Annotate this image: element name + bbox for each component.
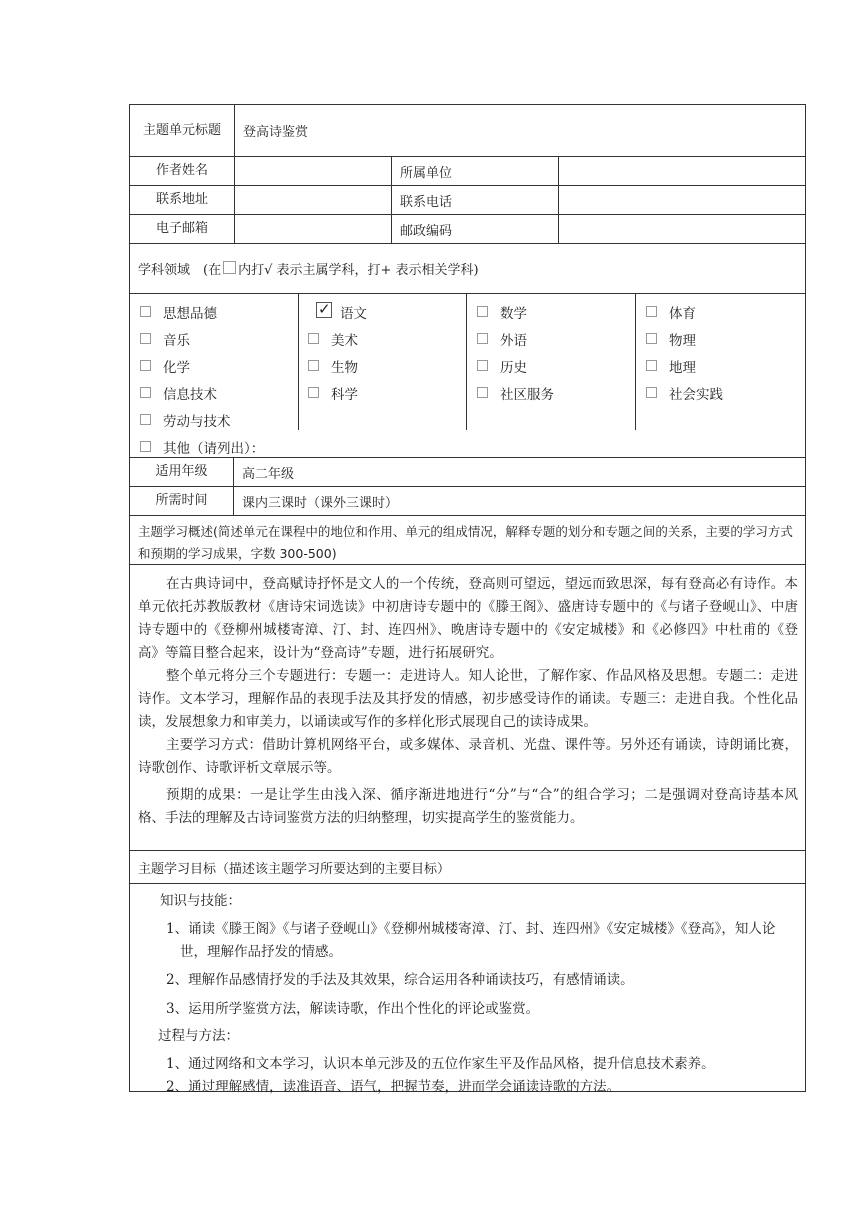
process-item: 2、通过理解感情，读准语音、语气，把握节奏，进而学会诵读诗歌的方法。 xyxy=(166,1079,621,1095)
grade-row xyxy=(130,457,805,486)
subject-item[interactable] xyxy=(477,329,527,349)
checkbox-icon[interactable] xyxy=(140,387,151,398)
subject-label: 生物 xyxy=(331,360,358,376)
goals-header-row xyxy=(130,850,805,883)
goals-body xyxy=(130,884,805,1099)
subject-item[interactable] xyxy=(140,356,190,376)
form-table xyxy=(129,104,806,1095)
column-divider xyxy=(635,294,636,430)
title-value: 登高诗鉴赏 xyxy=(234,105,805,156)
subject-label: 社区服务 xyxy=(500,387,554,403)
phone-value xyxy=(558,186,805,214)
subject-label: 数学 xyxy=(500,306,527,322)
subject-header-text-a: 学科领域 (在 xyxy=(138,263,222,278)
subject-label: 语文 xyxy=(340,306,367,322)
column-divider xyxy=(298,294,299,430)
checkbox-icon xyxy=(223,261,236,274)
unit-value xyxy=(558,157,805,185)
overview-paragraph: 整个单元将分三个专题进行：专题一：走进诗人。知人论世，了解作家、作品风格及思想。专题二：走进诗作。文本学习，理解作品的表现手法及其抒发的情感，初步感受诗作的诵读。专题三：走进自我。个性化品读，发展想象力和审美力，以诵读或写作的多样化形式展现自己的读诗成果。 xyxy=(138,668,798,730)
address-row xyxy=(130,185,805,214)
author-row xyxy=(130,156,805,185)
subject-label: 信息技术 xyxy=(163,387,217,403)
subject-item[interactable] xyxy=(477,302,527,322)
overview-paragraph: 在古典诗词中，登高赋诗抒怀是文人的一个传统，登高则可望远，望远而致思深，每有登高必有诗作。本单元依托苏教版教材《唐诗宋词选读》中初唐诗专题中的《滕王阁》、盛唐诗专题中的《与诸子登岘山》、中唐诗专题中的《登柳州城楼寄漳、汀、封、连四州》、晚唐诗专题中的《安定城楼》和《必修四》中杜甫的《登高》等篇目整合起来，设计为“登高诗”专题，进行拓展研究。 xyxy=(138,576,798,661)
grade-label: 适用年级 xyxy=(155,464,208,479)
subject-label: 思想品德 xyxy=(163,306,217,322)
subject-label: 历史 xyxy=(500,360,527,376)
subject-header xyxy=(130,244,805,293)
subject-item[interactable] xyxy=(308,329,358,349)
subject-label: 劳动与技术 xyxy=(163,414,231,430)
subject-item[interactable] xyxy=(140,383,217,403)
email-label: 电子邮箱 xyxy=(155,221,208,236)
checkbox-icon[interactable] xyxy=(646,306,657,317)
subject-label: 科学 xyxy=(331,387,358,403)
subject-item[interactable] xyxy=(140,410,231,430)
subject-header-row xyxy=(130,243,805,293)
checkbox-icon[interactable] xyxy=(477,360,488,371)
time-value: 课内三课时（课外三课时） xyxy=(233,487,805,515)
email-value xyxy=(234,215,391,243)
postcode-label: 邮政编码 xyxy=(391,215,558,243)
subject-item[interactable] xyxy=(646,329,696,349)
time-label: 所需时间 xyxy=(155,493,208,508)
checkbox-icon[interactable] xyxy=(477,387,488,398)
checkbox-icon[interactable] xyxy=(477,306,488,317)
subject-item[interactable] xyxy=(646,383,723,403)
subject-label: 美术 xyxy=(331,333,358,349)
checkmark-icon[interactable] xyxy=(316,302,332,318)
checkbox-icon[interactable] xyxy=(477,333,488,344)
knowledge-item: 1、诵读《滕王阁》《与诸子登岘山》《登柳州城楼寄漳、汀、封、连四州》《安定城楼》《登高》，知人论世，理解作品抒发的情感。 xyxy=(166,921,776,960)
knowledge-item: 2、理解作品感情抒发的手法及其效果，综合运用各种诵读技巧，有感情诵读。 xyxy=(166,972,634,988)
checkbox-icon[interactable] xyxy=(140,360,151,371)
checkbox-icon[interactable] xyxy=(646,333,657,344)
subject-label: 体育 xyxy=(669,306,696,322)
goals-body-row xyxy=(130,883,805,1095)
checkbox-icon[interactable] xyxy=(646,387,657,398)
subject-label: 化学 xyxy=(163,360,190,376)
time-row xyxy=(130,486,805,515)
checkbox-icon[interactable] xyxy=(646,360,657,371)
subject-item[interactable] xyxy=(477,356,527,376)
overview-body xyxy=(130,565,805,830)
subject-item[interactable] xyxy=(646,302,696,322)
goals-header: 主题学习目标（描述该主题学习所要达到的主要目标） xyxy=(138,861,451,877)
subject-label: 其他（请列出）： xyxy=(163,441,265,457)
unit-label: 所属单位 xyxy=(391,157,558,185)
subject-item[interactable] xyxy=(140,329,190,349)
checkbox-icon[interactable] xyxy=(140,333,151,344)
address-label: 联系地址 xyxy=(155,192,208,207)
overview-header-row xyxy=(130,515,805,564)
subject-item[interactable] xyxy=(646,356,696,376)
checkbox-icon[interactable] xyxy=(308,387,319,398)
subject-label: 外语 xyxy=(500,333,527,349)
checkbox-icon[interactable] xyxy=(308,360,319,371)
phone-label: 联系电话 xyxy=(391,186,558,214)
overview-header: 主题学习概述(简述单元在课程中的地位和作用、单元的组成情况，解释专题的划分和专题之间的关系，主要的学习方式和预期的学习成果，字数 300-500) xyxy=(138,524,793,561)
overview-paragraph: 主要学习方式：借助计算机网络平台，或多媒体、录音机、光盘、课件等。另外还有诵读，诗朗诵比赛，诗歌创作、诗歌评析文章展示等。 xyxy=(138,737,798,776)
column-divider xyxy=(466,294,467,430)
subject-item[interactable] xyxy=(477,383,554,403)
overview-paragraph: 预期的成果：一是让学生由浅入深、循序渐进地进行“分”与“合”的组合学习；二是强调对登高诗基本风格、手法的理解及古诗词鉴赏方法的归纳整理，切实提高学生的鉴赏能力。 xyxy=(138,787,798,826)
knowledge-item: 3、运用所学鉴赏方法，解读诗歌，作出个性化的评论或鉴赏。 xyxy=(166,1001,540,1017)
subject-label: 社会实践 xyxy=(669,387,723,403)
postcode-value xyxy=(558,215,805,243)
checkbox-icon[interactable] xyxy=(140,414,151,425)
checkbox-icon[interactable] xyxy=(140,441,151,452)
knowledge-title: 知识与技能： xyxy=(160,893,241,909)
subject-label: 地理 xyxy=(669,360,696,376)
title-row xyxy=(130,104,805,156)
subject-label: 音乐 xyxy=(163,333,190,349)
subject-item[interactable] xyxy=(308,356,358,376)
title-label: 主题单元标题 xyxy=(142,122,221,138)
subject-item-checked[interactable] xyxy=(316,302,367,322)
address-value xyxy=(234,186,391,214)
author-value xyxy=(234,157,391,185)
subjects-row xyxy=(130,293,805,457)
checkbox-icon[interactable] xyxy=(140,306,151,317)
subject-item[interactable] xyxy=(308,383,358,403)
process-item: 1、通过网络和文本学习，认识本单元涉及的五位作家生平及作品风格，提升信息技术素养。 xyxy=(166,1056,715,1072)
author-label: 作者姓名 xyxy=(155,163,208,178)
subject-item[interactable] xyxy=(140,302,217,322)
process-title: 过程与方法： xyxy=(158,1028,239,1044)
subject-header-text-b: 内打√ 表示主属学科，打+ 表示相关学科) xyxy=(238,263,479,278)
grade-value: 高二年级 xyxy=(233,458,805,486)
overview-body-row xyxy=(130,564,805,850)
subject-item-other[interactable] xyxy=(140,437,264,457)
checkbox-icon[interactable] xyxy=(308,333,319,344)
subject-label: 物理 xyxy=(669,333,696,349)
email-row xyxy=(130,214,805,243)
